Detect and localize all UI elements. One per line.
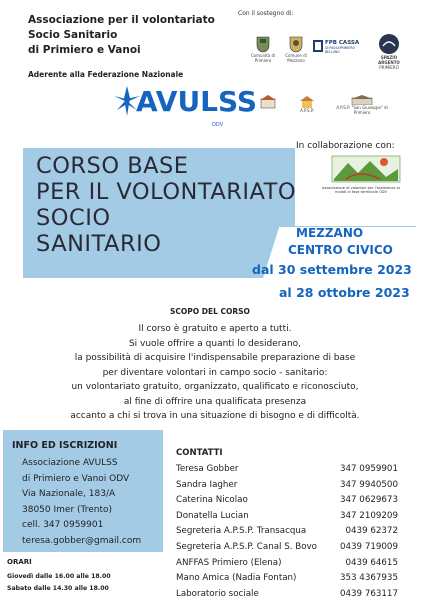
info-line: Associazione AVULSS xyxy=(22,458,118,468)
contact-phone: 347 0629673 xyxy=(339,495,398,506)
crest-icon xyxy=(255,35,271,53)
avulss-wordmark: AVULSS xyxy=(136,85,258,118)
contact-row xyxy=(176,509,398,525)
contact-phone: 0439 719009 xyxy=(339,541,398,552)
info-title: INFO ED ISCRIZIONI xyxy=(12,440,118,451)
association-name xyxy=(28,13,228,58)
course-title-line: CORSO BASE xyxy=(36,153,189,179)
sponsor-spazio-argento xyxy=(372,33,406,70)
info-line: Via Nazionale, 183/A xyxy=(22,489,116,499)
collab-logo xyxy=(330,155,402,187)
contact-row xyxy=(176,478,398,494)
assoc-line: di Primiero e Vanoi xyxy=(28,44,141,56)
contatti-title: CONTATTI xyxy=(176,448,223,458)
building-icon xyxy=(260,95,276,109)
info-line: cell. 347 0959901 xyxy=(22,520,104,530)
sponsor-label: A.P.S.P. xyxy=(300,108,314,113)
crest-icon xyxy=(288,35,304,53)
scopo-line: Si vuole offrire a quanti lo desiderano, xyxy=(128,338,302,349)
contact-phone: 347 2109209 xyxy=(339,510,398,521)
contact-name: Segreteria A.P.S.P. Canal S. Bovo xyxy=(176,541,317,552)
sponsor-building-1 xyxy=(258,95,278,109)
scopo-line: Il corso è gratuito e aperto a tutti. xyxy=(138,324,292,334)
scopo-line: accanto a chi si trova in una situazione di bisogno e di difficoltà. xyxy=(70,411,360,421)
orari-line: Sabato dalle 14.30 alle 18.00 xyxy=(7,585,109,592)
orari-title: ORARI xyxy=(7,558,32,566)
contact-name: ANFFAS Primiero (Elena) xyxy=(176,557,282,568)
sponsor-label: SPAZIO ARGENTO xyxy=(378,55,400,65)
contact-name: Caterina Nicolao xyxy=(176,495,248,506)
contact-name: Teresa Gobber xyxy=(176,464,239,474)
info-text xyxy=(22,456,141,549)
course-place: MEZZANO xyxy=(296,226,364,240)
collab-caption: associazione di volontari per l'assistenza ai malati in fase terminale ODV xyxy=(322,186,400,195)
sponsor-fpb-cassa xyxy=(313,40,367,54)
sponsor-label: Comune di Mezzano xyxy=(285,53,307,63)
contact-row xyxy=(176,540,398,556)
scopo-line: un volontariato gratuito, organizzato, qualificato e riconosciuto, xyxy=(71,382,359,392)
contact-row xyxy=(176,493,398,509)
contact-name: Laboratorio sociale xyxy=(176,588,259,599)
contact-phone: 0439 64615 xyxy=(345,557,398,568)
scopo-line: per diventare volontari in campo socio - sanitario: xyxy=(102,367,328,378)
sponsor-label: FPB CASSA xyxy=(325,40,360,46)
sponsor-apsp xyxy=(296,96,318,113)
assoc-line: Associazione per il volontariato xyxy=(28,14,215,26)
building-icon xyxy=(351,95,373,105)
avulss-logo xyxy=(112,82,258,124)
sponsor-label: A.P.S.P. "San Giuseppe" di Primiero xyxy=(336,105,388,115)
contact-phone: 0439 763117 xyxy=(339,588,398,599)
scopo-title: SCOPO DEL CORSO xyxy=(170,307,250,316)
course-title-line: SANITARIO xyxy=(36,231,162,257)
odv-label: ODV xyxy=(212,122,224,128)
sponsors-title: Con il sostegno di: xyxy=(238,10,294,17)
contact-row xyxy=(176,571,398,587)
info-line: 38050 Imer (Trento) xyxy=(22,504,112,515)
sponsor-sublabel: DI PASSAPRIMIERO BELLUNO xyxy=(325,46,356,54)
sponsor-apsp-san-giuseppe xyxy=(332,95,392,115)
contact-phone: 347 9940500 xyxy=(339,479,398,490)
circle-logo-icon xyxy=(378,33,400,55)
info-email: teresa.gobber@gmail.com xyxy=(22,535,142,546)
scopo-line: la possibilità di acquisire l'indispensabile preparazione di base xyxy=(74,353,356,363)
contact-name: Segreteria A.P.S.P. Transacqua xyxy=(176,526,307,537)
orari-line: Giovedì dalle 16.00 alle 18.00 xyxy=(7,573,111,580)
course-title-line: PER IL VOLONTARIATO xyxy=(36,179,297,205)
course-date-to: al 28 ottobre 2023 xyxy=(279,285,410,300)
aderente-text: Aderente alla Federazione Nazionale xyxy=(28,70,184,79)
course-title-line: SOCIO xyxy=(36,205,111,231)
scopo-line: al fine di offrire una qualificata presenza xyxy=(123,396,307,407)
contact-phone: 0439 62372 xyxy=(345,526,398,537)
contact-row xyxy=(176,556,398,572)
course-title xyxy=(36,153,296,257)
contact-name: Mano Amica (Nadia Fontan) xyxy=(176,573,297,584)
collab-title: In collaborazione con: xyxy=(296,141,395,151)
course-date-from: dal 30 settembre 2023 xyxy=(252,262,412,277)
sponsor-comunita xyxy=(243,35,283,63)
contact-phone: 347 0959901 xyxy=(339,464,398,474)
course-venue: CENTRO CIVICO xyxy=(288,243,393,257)
sponsor-mezzano xyxy=(278,35,314,63)
house-icon xyxy=(300,96,314,108)
contatti-list xyxy=(176,462,398,602)
assoc-line: Socio Sanitario xyxy=(28,29,118,41)
orari-text xyxy=(7,571,111,595)
contact-name: Sandra Iagher xyxy=(176,479,238,490)
bank-logo-icon xyxy=(313,40,323,52)
sponsor-sublabel: PRIMIERO xyxy=(379,65,399,70)
landscape-logo-icon xyxy=(330,155,402,187)
contact-row xyxy=(176,524,398,540)
contact-name: Donatella Lucian xyxy=(176,510,249,521)
contact-phone: 353 4367935 xyxy=(339,573,398,584)
sponsor-label: Comunità di Primiero xyxy=(250,53,276,63)
info-line: di Primiero e Vanoi ODV xyxy=(22,473,130,484)
contact-row xyxy=(176,462,398,478)
scopo-text xyxy=(30,322,400,424)
